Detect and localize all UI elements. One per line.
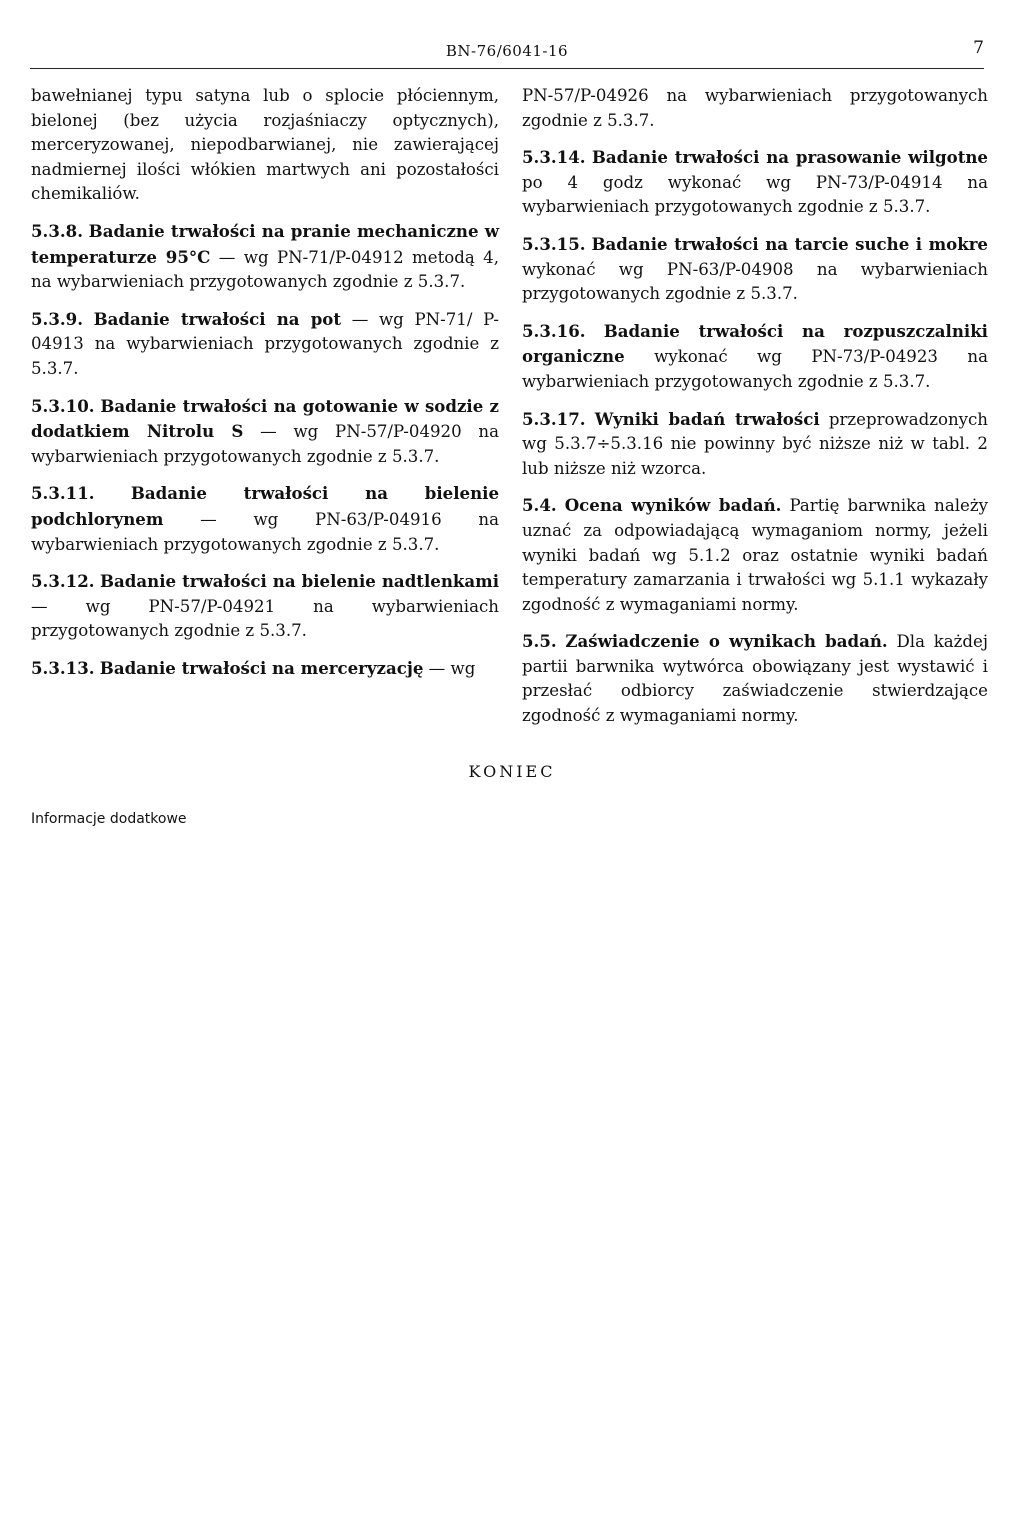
paragraph-text: przeprowadzonych wg 5.3.7÷5.3.16 nie powinny być niższe niż w tabl. 2 lub niższe niż wzorca.: [522, 409, 988, 478]
paragraph-text: wykonać wg PN-63/P-04908 na wybarwieniach przygotowanych zgodnie z 5.3.7.: [522, 259, 988, 304]
paragraph: [522, 145, 988, 220]
section-title: Zaświadczenie o wynikach badań.: [565, 631, 888, 652]
paragraph-text: — wg PN-57/P-04920 na wybarwieniach przygotowanych zgodnie z 5.3.7.: [31, 422, 499, 466]
section-number: 5.4.: [522, 495, 557, 516]
end-marker: KONIEC: [468, 762, 556, 781]
paragraph-text: wykonać wg PN-73/P-04923 na wybarwieniach przygotowanych zgodnie z 5.3.7.: [522, 347, 988, 391]
paragraph-text: — wg PN-71/P-04912 metodą 4, na wybarwieniach przygotowanych zgodnie z 5.3.7.: [31, 247, 499, 292]
section-title: Badanie trwałości na prasowanie wilgotne: [591, 147, 988, 168]
section-number: 5.3.16.: [522, 320, 586, 341]
section-title: Badanie trwałości na gotowanie w sodzie z dodatkiem Nitrolu S: [31, 395, 499, 442]
page-header: [30, 38, 984, 69]
section-title: Wyniki badań trwałości: [594, 408, 820, 429]
section-title: Badanie trwałości na tarcie suche i mokre: [591, 233, 988, 254]
left-column: [31, 84, 499, 693]
paragraph: [31, 394, 499, 470]
paragraph: [522, 629, 988, 728]
section-number: 5.3.10.: [31, 395, 95, 416]
paragraph: [522, 493, 988, 617]
page-number: 7: [973, 38, 984, 58]
section-title: Badanie trwałości na pot: [93, 308, 342, 329]
section-title: Ocena wyników badań.: [564, 495, 782, 516]
paragraph: [31, 219, 499, 295]
section-number: 5.3.17.: [522, 408, 586, 429]
paragraph-text: — wg PN-57/P-04921 na wybarwieniach przygotowanych zgodnie z 5.3.7.: [31, 596, 499, 641]
paragraph-text: Dla każdej partii barwnika wytwórca obowiązany jest wystawić i przesłać odbiorcy zaświadczenie stwierdzające zgodność z wymaganiami normy.: [522, 632, 988, 726]
paragraph: [522, 319, 988, 395]
section-title: Badanie trwałości na bielenie podchlorynem: [31, 483, 499, 529]
right-column: [522, 84, 988, 741]
section-number: 5.3.8.: [31, 220, 83, 241]
section-title: Badanie trwałości na bielenie nadtlenkami: [100, 571, 499, 592]
paragraph-text: PN-57/P-04926 na wybarwieniach przygotowanych zgodnie z 5.3.7.: [522, 86, 988, 130]
document-code: BN-76/6041-16: [445, 42, 569, 60]
section-title: Badanie trwałości na pranie mechaniczne w temperaturze 95°C: [31, 220, 499, 267]
paragraph: [522, 232, 988, 307]
paragraph: [522, 84, 988, 133]
paragraph-text: Partię barwnika należy uznać za odpowiadającą wymaganiom normy, jeżeli wyniki badań wg 5.1.2 oraz ostatnie wyniki badań temperatury zamarzania i trwałości wg 5.1.1 wykazały zgodność z wymaganiami normy.: [522, 496, 988, 614]
paragraph: [522, 407, 988, 482]
paragraph-text: bawełnianej typu satyna lub o splocie płóciennym, bielonej (bez użycia rozjaśniaczy optycznych), merceryzowanej, niepodbarwianej, nie zawierającej nadmiernej ilości włókien martwych ani pozostałości chemikaliów.: [31, 86, 499, 204]
section-number: 5.3.14.: [522, 147, 586, 168]
section-number: 5.5.: [522, 631, 557, 652]
paragraph-text: — wg PN-71/ P-04913 na wybarwieniach przygotowanych zgodnie z 5.3.7.: [31, 309, 499, 378]
paragraph: [31, 84, 499, 207]
paragraph-text: — wg PN-63/P-04916 na wybarwieniach przygotowanych zgodnie z 5.3.7.: [31, 509, 499, 554]
section-number: 5.3.11.: [31, 483, 95, 504]
section-number: 5.3.13.: [31, 657, 95, 678]
section-title: Badanie trwałości na merceryzację: [99, 657, 424, 678]
section-number: 5.3.9.: [31, 308, 83, 329]
section-number: 5.3.12.: [31, 571, 95, 592]
paragraph: [31, 481, 499, 557]
additional-info-heading: Informacje dodatkowe: [31, 811, 187, 827]
paragraph: [31, 307, 499, 382]
paragraph: [31, 656, 499, 682]
paragraph-text: — wg: [423, 658, 476, 678]
section-number: 5.3.15.: [522, 233, 586, 254]
section-title: Badanie trwałości na rozpuszczalniki organiczne: [522, 320, 988, 367]
paragraph: [31, 569, 499, 644]
paragraph-text: po 4 godz wykonać wg PN-73/P-04914 na wybarwieniach przygotowanych zgodnie z 5.3.7.: [522, 172, 988, 217]
